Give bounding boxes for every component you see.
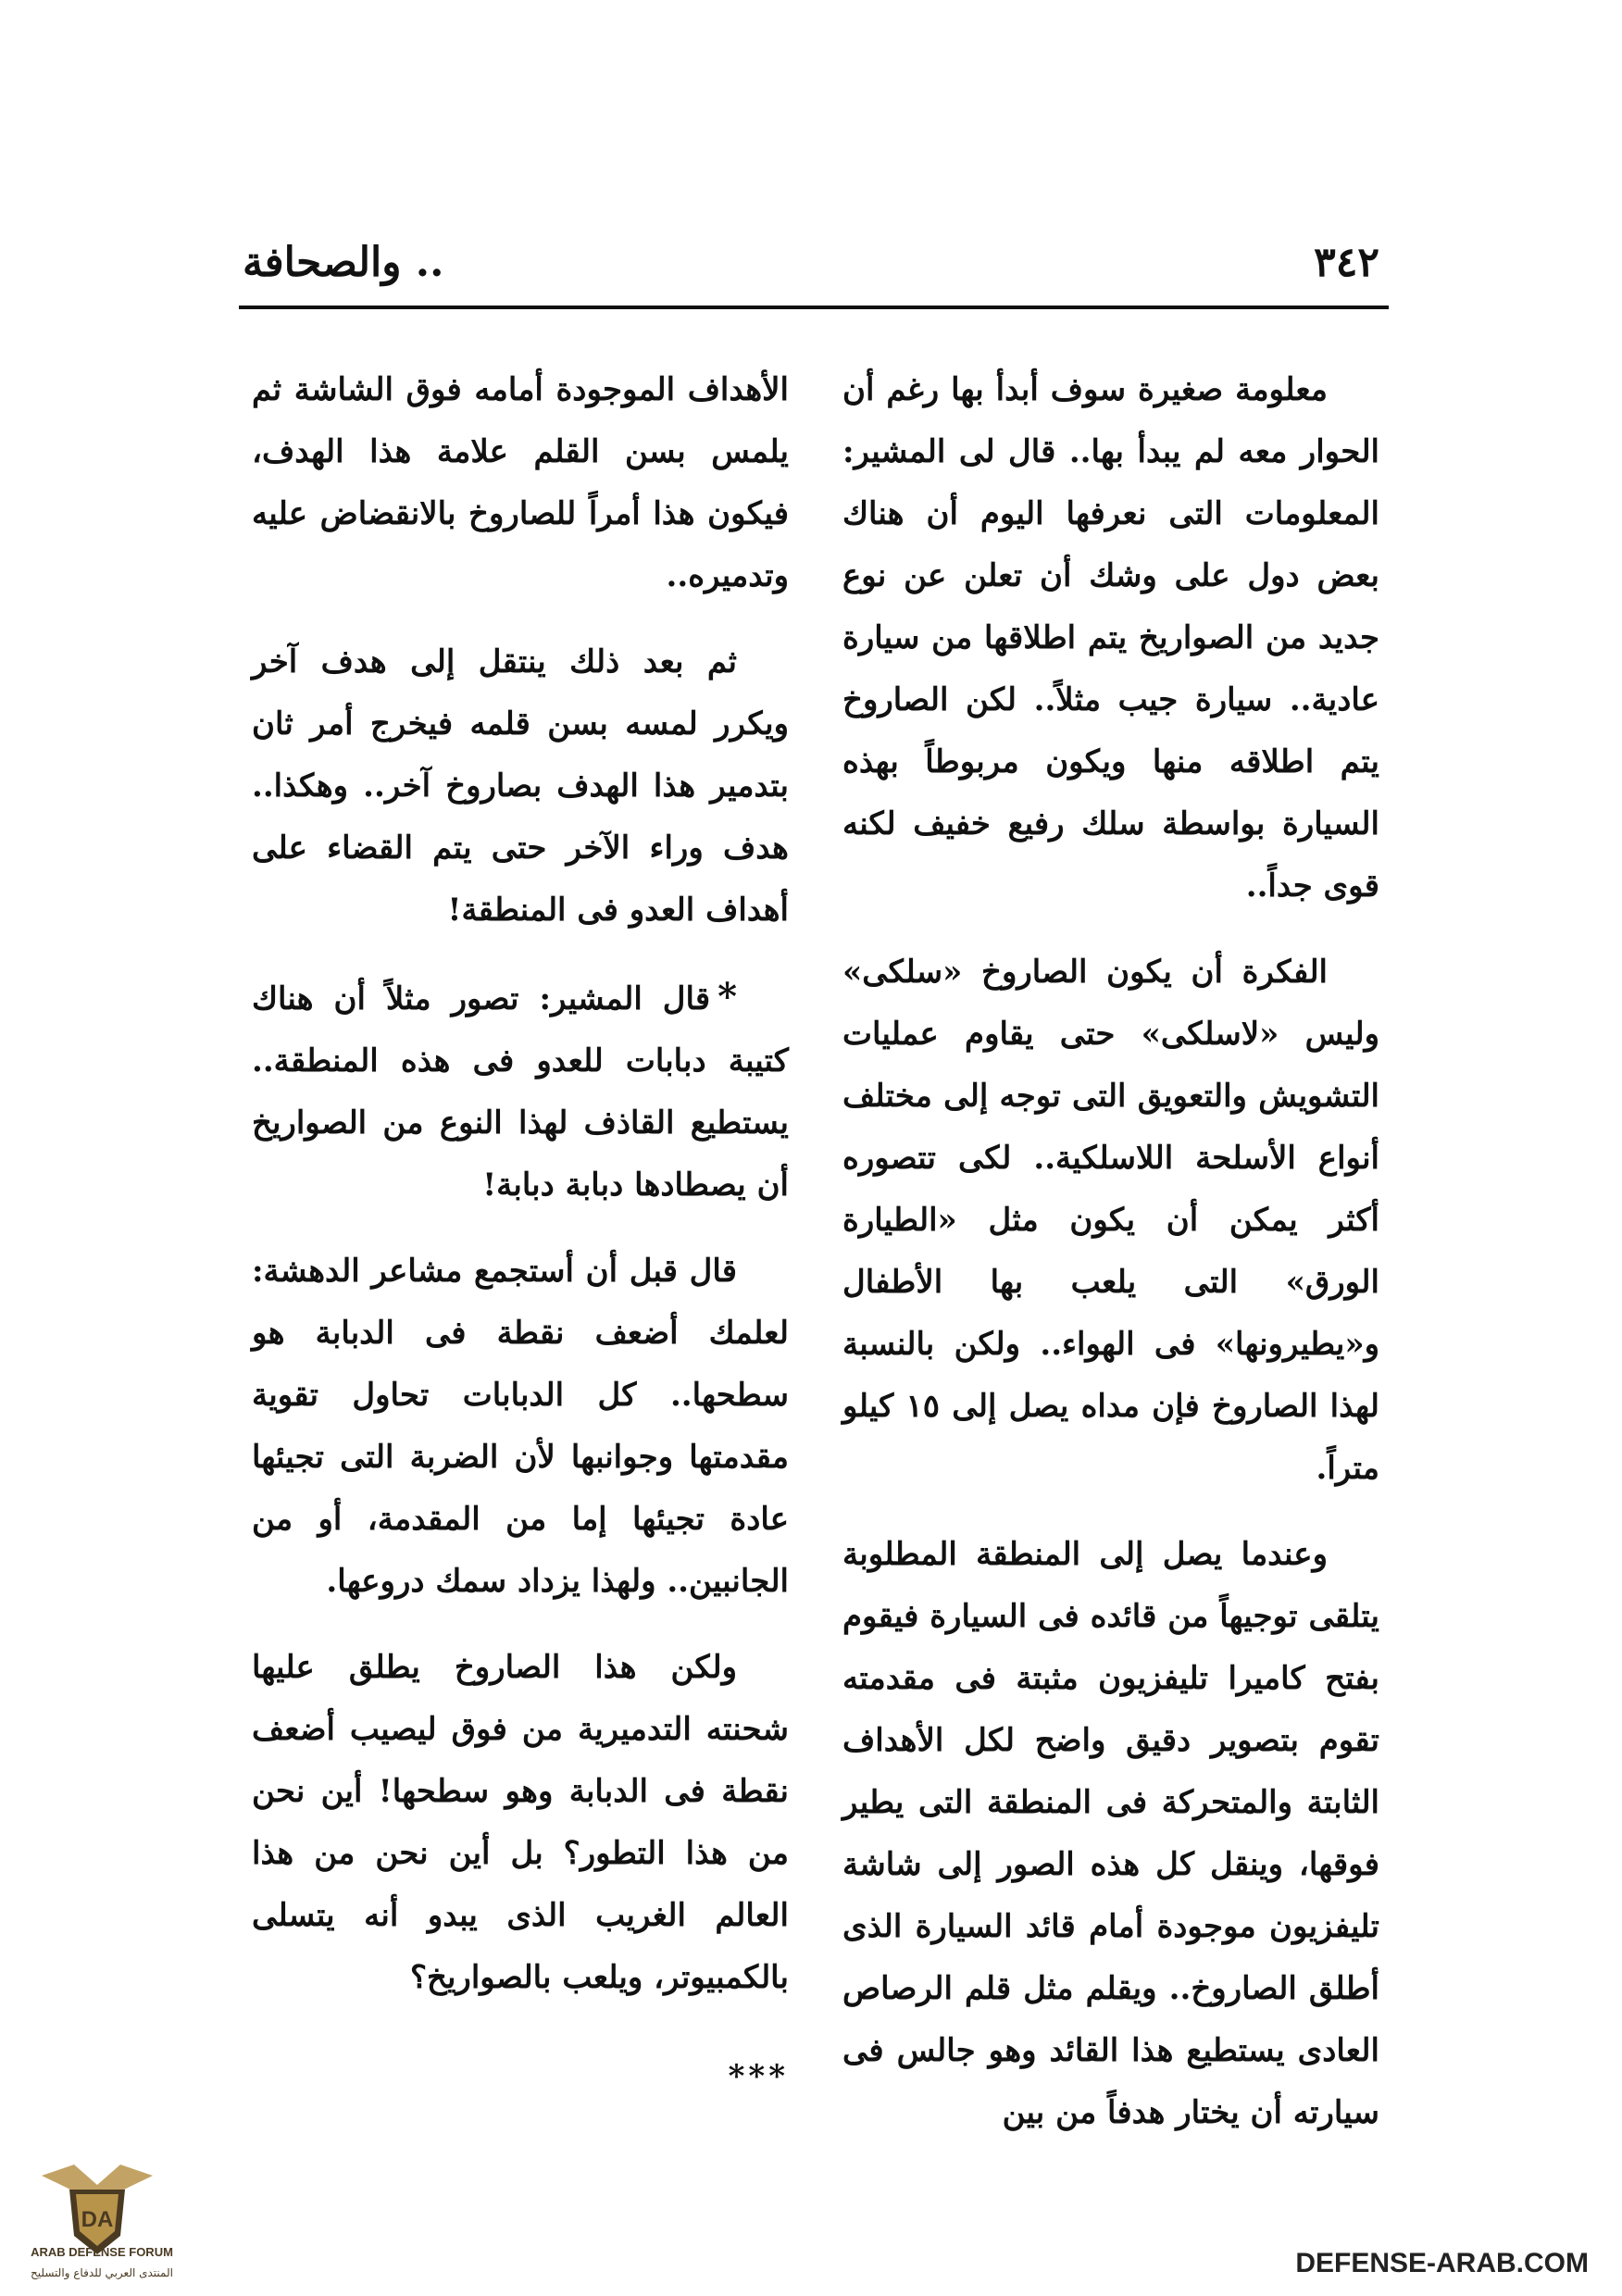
paragraph-text: قال المشير: تصور مثلاً أن هناك كتيبة دبابات للعدو فى هذه المنطقة.. يستطيع القاذف لهذا النوع من الصواريخ أن يصطادها دبابة دبابة! — [252, 980, 789, 1204]
logo-text-english: ARAB DEFENSE FORUM — [31, 2245, 173, 2259]
header-rule — [239, 306, 1389, 309]
paragraph: وعندما يصل إلى المنطقة المطلوبة يتلقى توجيهاً من قائده فى السيارة فيقوم بفتح كاميرا تليفزيون مثبتة فى مقدمته تقوم بتصوير دقيق واضح لكل الأهداف الثابتة والمتحركة فى المنطقة التى يطير فوقها، وينقل كل هذه الصور إلى شاشة تليفزيون موجودة أمام قائد السيارة الذى أطلق الصاروخ.. ويقلم مثل قلم الرصاص العادى يستطيع هذا القائد وهو جالس فى سيارته أن يختار هدفاً من بين — [842, 1536, 1379, 2131]
asterisk-marker: * — [717, 975, 737, 1018]
paragraph: الأهداف الموجودة أمامه فوق الشاشة ثم يلمس بسن القلم علامة هذا الهدف، فيكون هذا أمراً للصاروخ بالانقضاض عليه وتدميره.. — [252, 371, 789, 594]
left-column — [252, 359, 789, 2108]
right-column — [842, 359, 1379, 2168]
paragraph: ثم بعد ذلك ينتقل إلى هدف آخر ويكرر لمسه بسن قلمه فيخرج أمر ثان بتدمير هذا الهدف بصاروخ آخر.. وهكذا.. هدف وراء الآخر حتى يتم القضاء على أهداف العدو فى المنطقة! — [252, 643, 789, 929]
section-separator: *** — [728, 2058, 789, 2095]
paragraph: ولكن هذا الصاروخ يطلق عليها شحنته التدميرية من فوق ليصيب أضعف نقطة فى الدبابة وهو سطحها! أين نحن من هذا التطور؟ بل أين نحن من هذا العالم الغريب الذى يبدو أنه يتسلى بالكمبيوتر، ويلعب بالصواريخ؟ — [252, 1649, 789, 1996]
logo-initials: DA — [81, 2207, 114, 2232]
paragraph: الفكرة أن يكون الصاروخ «سلكى» وليس «لاسلكى» حتى يقاوم عمليات التشويش والتعويق التى توجه إلى مختلف أنواع الأسلحة اللاسلكية.. لكى تتصوره أكثر يمكن أن يكون مثل «الطيارة الورق» التى يلعب بها الأطفال و«يطيرونها» فى الهواء.. ولكن بالنسبة لهذا الصاروخ فإن مداه يصل إلى ١٥ كيلو متراً. — [842, 954, 1379, 1487]
running-header: .. والصحافة — [243, 239, 444, 286]
paragraph: معلومة صغيرة سوف أبدأ بها رغم أن الحوار معه لم يبدأ بها.. قال لى المشير: المعلومات التى نعرفها اليوم أن هناك بعض دول على وشك أن تعلن عن نوع جديد من الصواريخ يتم اطلاقها من سيارة عادية.. سيارة جيب مثلاً.. لكن الصاروخ يتم اطلاقه منها ويكون مربوطاً بهذه السيارة بواسطة سلك رفيع خفيف لكنه قوى جداً.. — [842, 371, 1379, 905]
paragraph: قال قبل أن أستجمع مشاعر الدهشة: لعلمك أضعف نقطة فى الدبابة هو سطحها.. كل الدبابات تحاول تقوية مقدمتها وجوانبها لأن الضربة التى تجيئها عادة تجيئها إما من المقدمة، أو من الجانبين.. ولهذا يزداد سمك دروعها. — [252, 1253, 789, 1600]
page-number: ٣٤٢ — [1314, 239, 1379, 286]
watermark-url: DEFENSE-ARAB.COM — [1295, 2248, 1589, 2278]
logo-text-arabic: المنتدى العربي للدفاع والتسليح — [31, 2266, 173, 2279]
paragraph-with-asterisk — [252, 966, 789, 1217]
